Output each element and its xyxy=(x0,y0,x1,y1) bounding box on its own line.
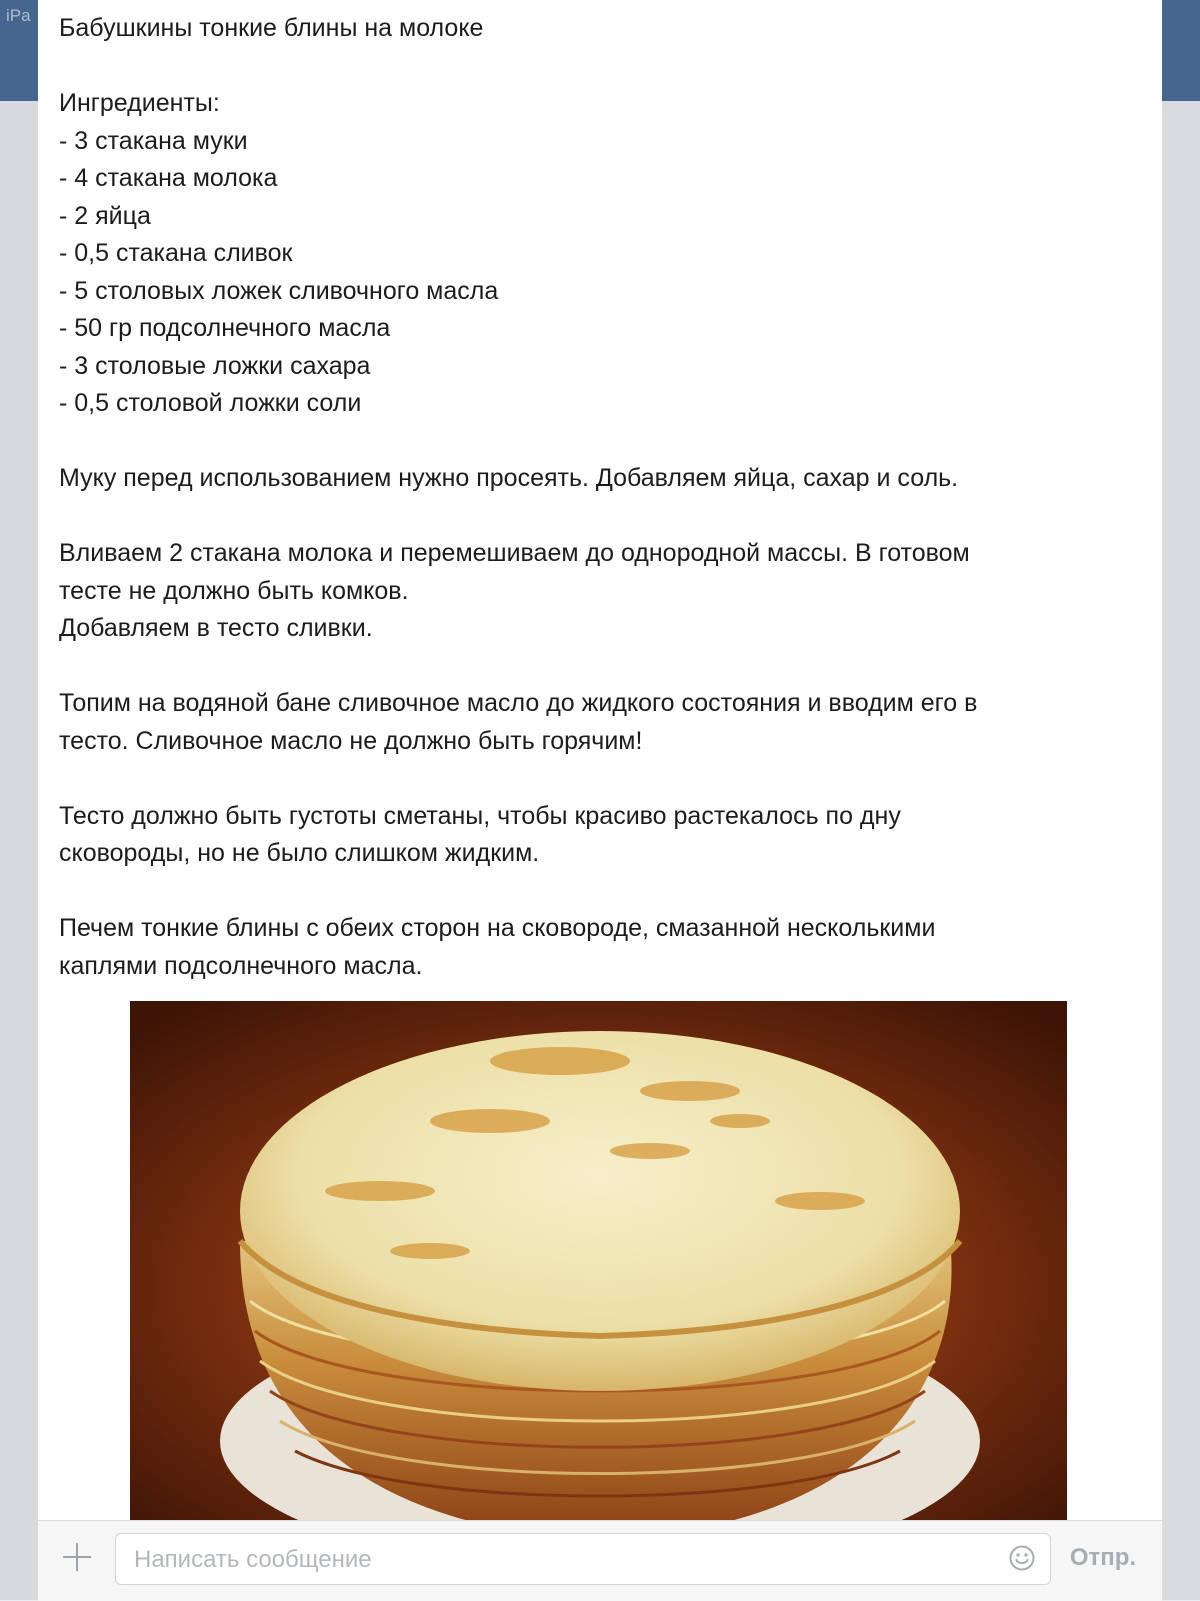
send-button[interactable]: Отпр. xyxy=(1069,1544,1137,1571)
status-bar-text: iPa xyxy=(6,6,31,25)
message-composer xyxy=(38,1520,1162,1601)
ingredient-item: - 3 столовые ложки сахара xyxy=(59,351,371,380)
post-viewer xyxy=(38,0,1162,1600)
message-field xyxy=(115,1533,1051,1585)
ingredients-heading: Ингредиенты: xyxy=(59,89,220,117)
ingredient-item: - 3 стакана муки xyxy=(59,126,248,155)
pancake-illustration xyxy=(130,1001,1067,1521)
ingredient-item: - 50 гр подсолнечного масла xyxy=(59,314,391,342)
step-text: Тесто должно быть густоты сметаны, чтобы красиво растекалось по дну xyxy=(59,801,901,830)
post-text xyxy=(59,10,1149,985)
ingredient-item: - 4 стакана молока xyxy=(59,164,278,192)
ingredient-item: - 0,5 столовой ложки соли xyxy=(59,389,362,417)
background-right-strip xyxy=(1162,0,1200,1600)
post-title: Бабушкины тонкие блины на молоке xyxy=(59,14,484,42)
smile-icon[interactable] xyxy=(1009,1545,1035,1571)
ingredient-item: - 5 столовых ложек сливочного масла xyxy=(59,276,499,305)
step-text: каплями подсолнечного масла. xyxy=(59,951,423,980)
step-text: тесто. Сливочное масло не должно быть горячим! xyxy=(59,726,643,755)
message-input[interactable] xyxy=(132,1534,936,1586)
ingredient-item: - 0,5 стакана сливок xyxy=(59,239,293,267)
step-text: сковороды, но не было слишком жидким. xyxy=(59,839,540,867)
step-text: тесте не должно быть комков. xyxy=(59,576,409,605)
step-text: Топим на водяной бане сливочное масло до жидкого состояния и вводим его в xyxy=(59,689,978,717)
step-text: Муку перед использованием нужно просеять. Добавляем яйца, сахар и соль. xyxy=(59,464,959,492)
plus-icon[interactable] xyxy=(63,1543,91,1571)
pancake-stack-photo[interactable] xyxy=(130,1001,1067,1521)
step-text: Вливаем 2 стакана молока и перемешиваем до однородной массы. В готовом xyxy=(59,539,970,567)
step-text: Добавляем в тесто сливки. xyxy=(59,614,373,642)
ingredient-item: - 2 яйца xyxy=(59,201,151,230)
step-text: Печем тонкие блины с обеих сторон на сковороде, смазанной несколькими xyxy=(59,914,936,942)
background-right-header xyxy=(1162,0,1200,101)
